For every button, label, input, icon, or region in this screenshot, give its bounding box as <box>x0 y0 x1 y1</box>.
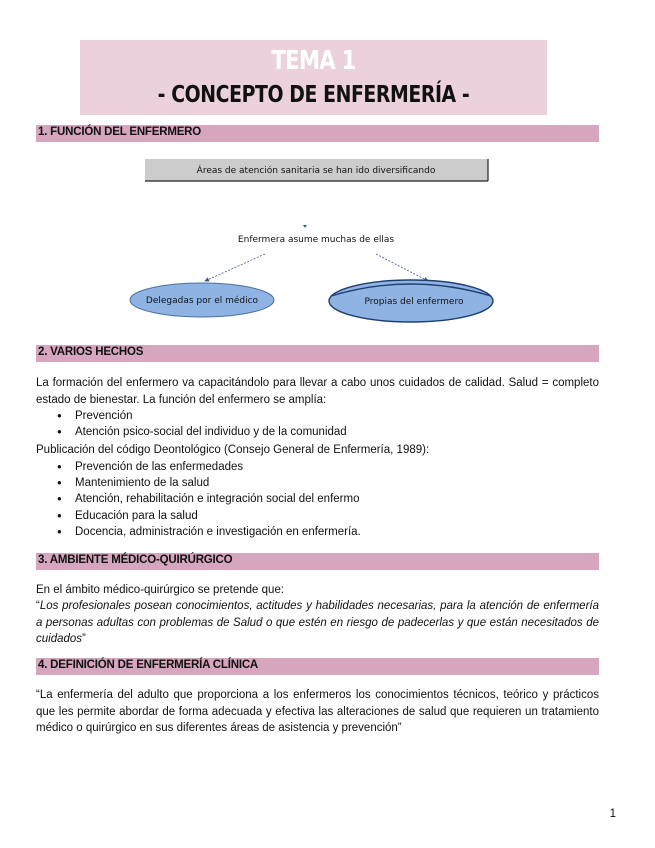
section-title: 1. FUNCIÓN DEL ENFERMERO <box>38 126 202 138</box>
list-item: ● Prevención de las enfermedades <box>57 459 361 475</box>
node-propias-label: Propias del enfermero <box>364 297 464 307</box>
section-header-ambiente <box>36 553 599 570</box>
list-item: ● Atención, rehabilitación e integración social del enfermo <box>57 491 361 507</box>
section-title: 4. DEFINICIÓN DE ENFERMERÍA CLÍNICA <box>38 659 259 671</box>
list-item: ● Educación para la salud <box>57 508 361 524</box>
middle-label: Enfermera asume muchas de ellas <box>237 235 395 245</box>
hechos-intro: La formación del enfermero va capacitándolo para llevar a cabo unos cuidados de calidad. Salud = completo estado de bienestar. La función del enfermero se amplía: <box>36 377 599 406</box>
node-propias <box>329 280 493 322</box>
list-item: ● Docencia, administración e investigación en enfermería. <box>57 524 361 540</box>
concept-diagram <box>0 150 655 330</box>
list-item: ● Prevención <box>57 408 347 424</box>
section-header-funcion <box>36 125 599 142</box>
title-banner <box>80 40 547 115</box>
top-box <box>145 159 488 181</box>
ambiente-intro: En el ámbito médico-quirúrgico se pretende que: <box>36 584 285 596</box>
definicion-text: “La enfermería del adulto que proporciona a los enfermeros los conocimientos técnicos, teórico y prácticos que les permite abordar de forma adecuada y efectiva las alteraciones de salud que requieren un tratamiento médico o quirúrgico en sus diferentes áreas de asistencia y prevención” <box>36 689 599 734</box>
small-arrow-icon <box>303 225 307 228</box>
hechos-list-1 <box>57 408 347 440</box>
section-header-hechos <box>36 345 599 362</box>
section-title: 2. VARIOS HECHOS <box>38 346 144 358</box>
hechos-list-2 <box>57 459 361 540</box>
quote-close: ” <box>82 633 86 645</box>
list-item: ● Atención psico-social del individuo y de la comunidad <box>57 424 347 440</box>
node-delegadas-label: Delegadas por el médico <box>145 296 259 306</box>
quote-text: Los profesionales posean conocimientos, actitudes y habilidades necesarias, para la atención de enfermería a personas adultas con problemas de Salud o que estén en riesgo de padecerlas y que están necesitados de cuidados <box>36 600 599 645</box>
connector-left <box>205 254 265 281</box>
ambiente-quote <box>36 598 599 648</box>
title-main: TEMA 1 <box>271 46 356 76</box>
list-item: ● Mantenimiento de la salud <box>57 475 361 491</box>
page-number: 1 <box>609 808 616 820</box>
top-box-label: Áreas de atención sanitaria se han ido diversificando <box>196 166 436 176</box>
node-delegadas <box>130 283 274 317</box>
title-subtitle: - CONCEPTO DE ENFERMERÍA - <box>157 82 470 108</box>
connector-right <box>376 254 428 281</box>
hechos-publicacion: Publicación del código Deontológico (Consejo General de Enfermería, 1989): <box>36 444 430 456</box>
section-title: 3. AMBIENTE MÉDICO-QUIRÚRGICO <box>38 554 233 566</box>
section-header-definicion <box>36 658 599 675</box>
quote-open: “ <box>36 600 40 612</box>
